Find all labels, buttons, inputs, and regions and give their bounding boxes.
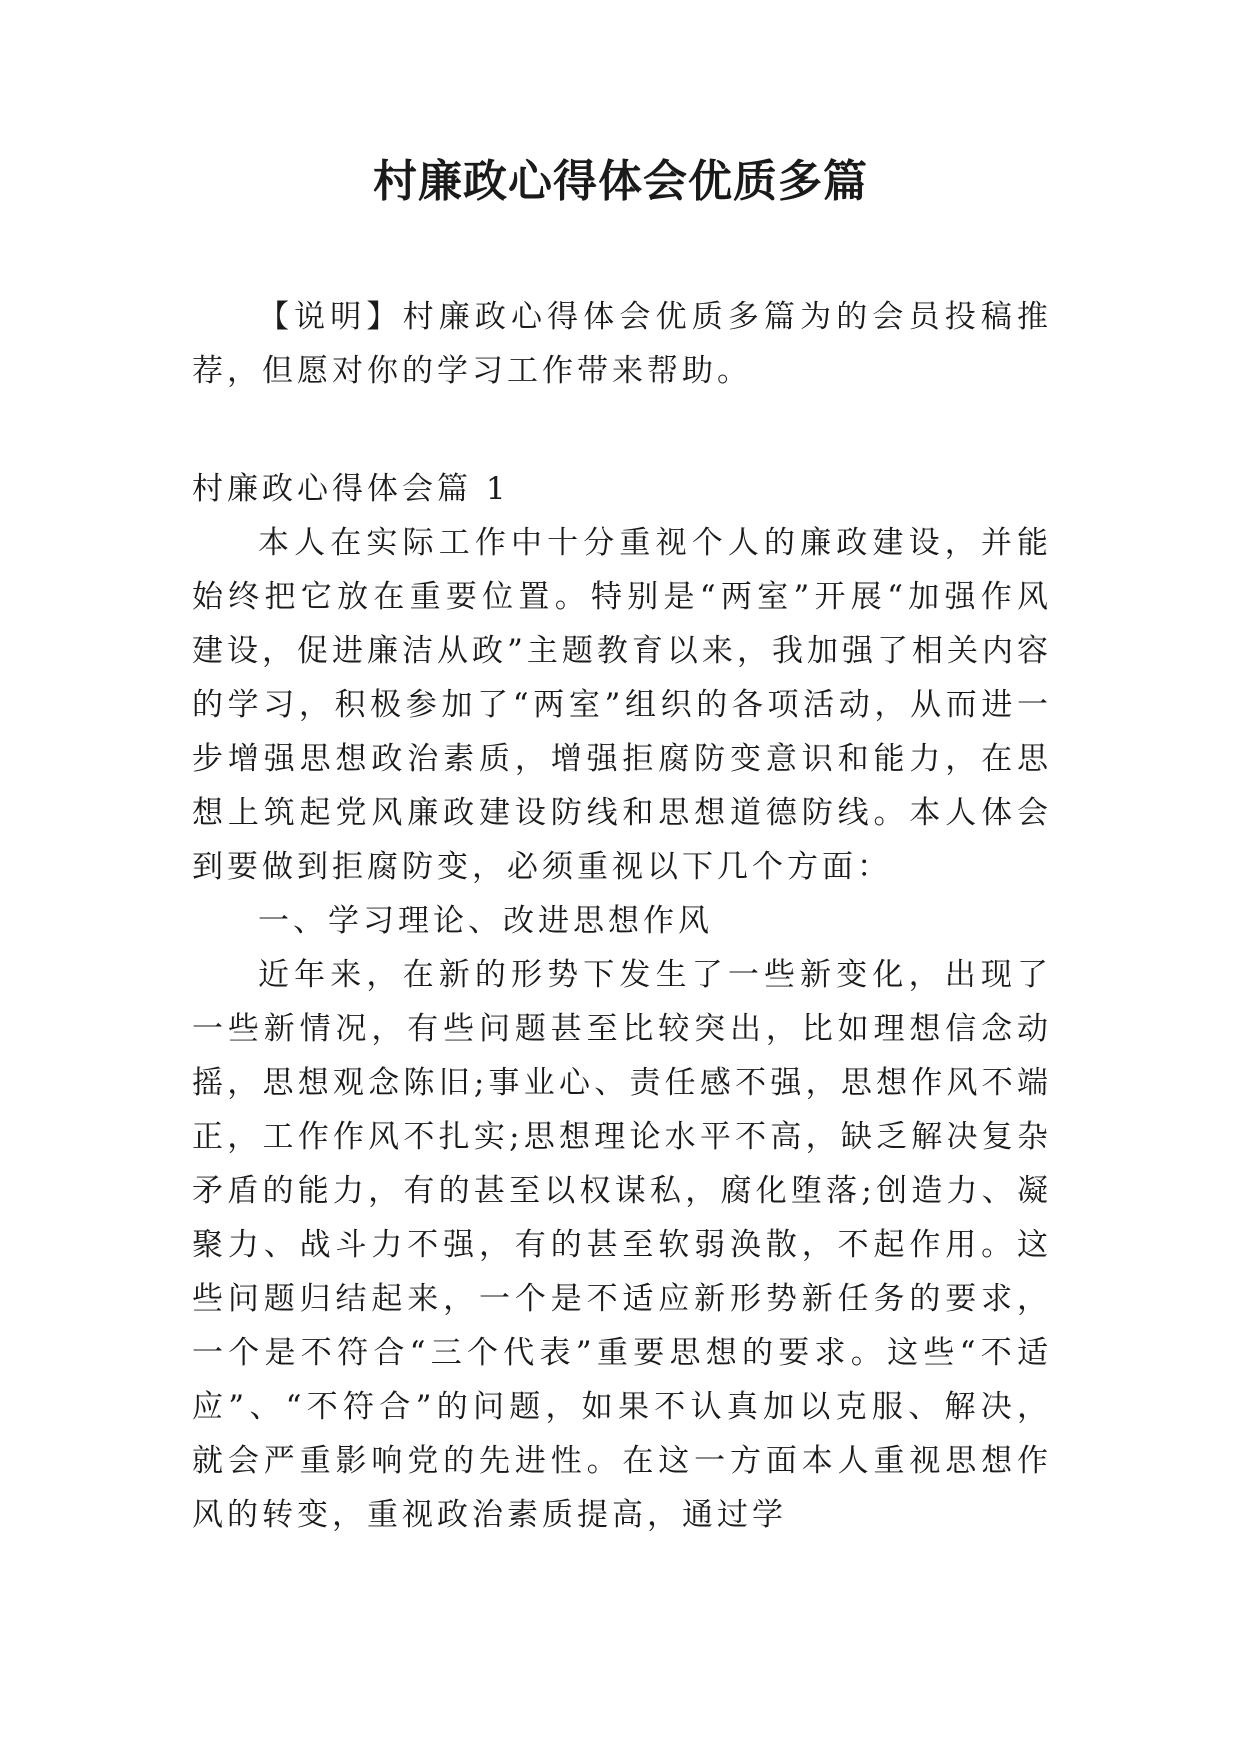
document-title: 村廉政心得体会优质多篇 [373, 156, 868, 207]
description-note: 【说明】村廉政心得体会优质多篇为的会员投稿推荐，但愿对你的学习工作带来帮助。 [192, 299, 1052, 389]
section-heading: 村廉政心得体会篇 1 [192, 471, 510, 507]
subheading-study-theory: 一、学习理论、改进思想作风 [258, 903, 713, 939]
section-1 [192, 462, 1052, 1542]
paragraph-intro: 本人在实际工作中十分重视个人的廉政建设，并能始终把它放在重要位置。特别是“两室”开展“加强作风建设，促进廉洁从政”主题教育以来，我加强了相关内容的学习，积极参加了“两室”组织的各项活动，从而进一步增强思想政治素质，增强拒腐防变意识和能力，在思想上筑起党风廉政建设防线和思想道德防线。本人体会到要做到拒腐防变，必须重视以下几个方面： [192, 525, 1052, 885]
paragraph-recent-years: 近年来，在新的形势下发生了一些新变化，出现了一些新情况，有些问题甚至比较突出，比如理想信念动摇，思想观念陈旧;事业心、责任感不强，思想作风不端正，工作作风不扎实;思想理论水平不高，缺乏解决复杂矛盾的能力，有的甚至以权谋私，腐化堕落;创造力、凝聚力、战斗力不强，有的甚至软弱涣散，不起作用。这些问题归结起来，一个是不适应新形势新任务的要求，一个是不符合“三个代表”重要思想的要求。这些“不适应”、“不符合”的问题，如果不认真加以克服、解决，就会严重影响党的先进性。在这一方面本人重视思想作风的转变，重视政治素质提高，通过学 [192, 957, 1052, 1533]
